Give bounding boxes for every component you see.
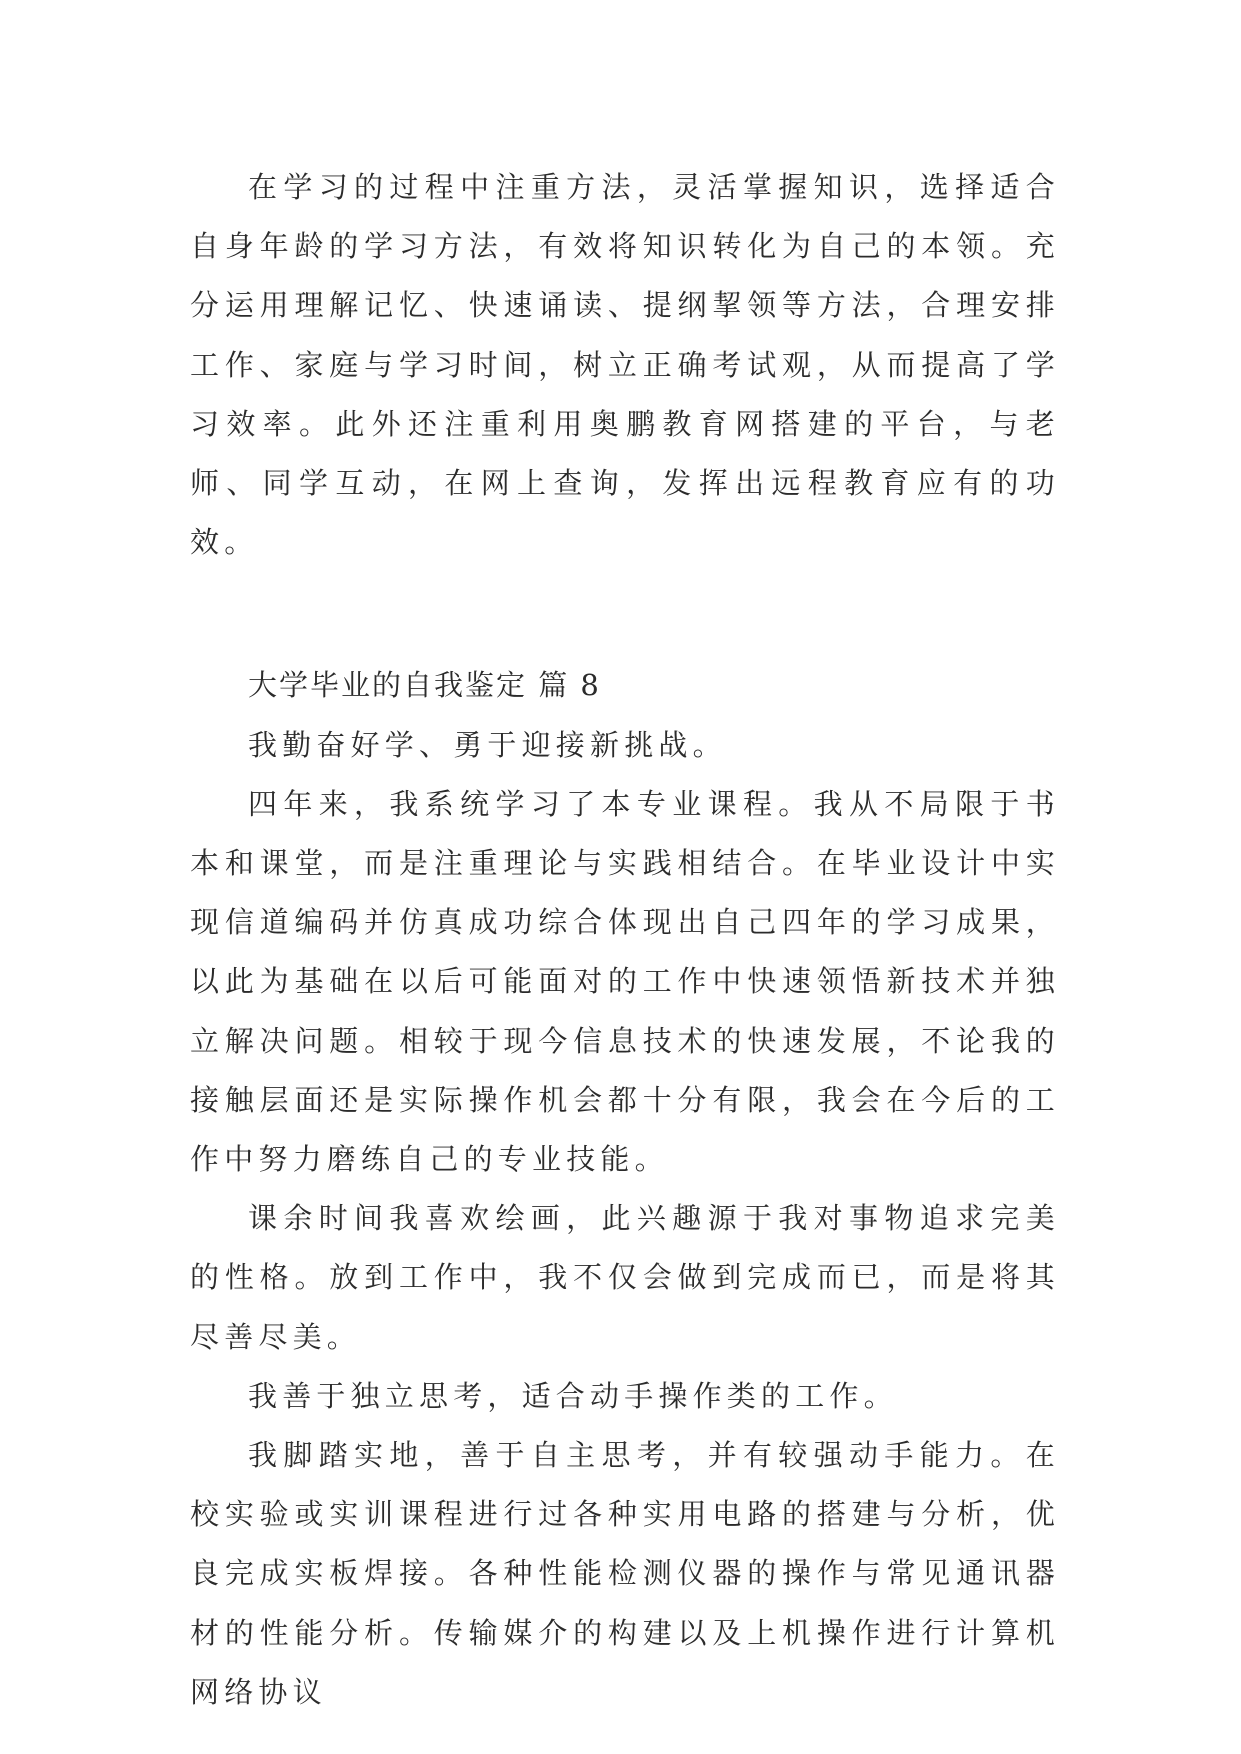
section-spacer	[190, 572, 1060, 656]
paragraph-practical-skills: 我脚踏实地，善于自主思考，并有较强动手能力。在校实验或实训课程进行过各种实用电路的搭建与分析，优良完成实板焊接。各种性能检测仪器的操作与常见通讯器材的性能分析。传输媒介的构建以及上机操作进行计算机网络协议	[190, 1438, 1060, 1709]
paragraph-independent-thinking: 我善于独立思考，适合动手操作类的工作。	[248, 1378, 898, 1413]
section-heading: 大学毕业的自我鉴定 篇 8	[248, 668, 601, 703]
document-body	[190, 158, 1060, 1722]
paragraph-four-years: 四年来，我系统学习了本专业课程。我从不局限于书本和课堂，而是注重理论与实践相结合。在毕业设计中实现信道编码并仿真成功综合体现出自己四年的学习成果，以此为基础在以后可能面对的工作中快速领悟新技术并独立解决问题。相较于现今信息技术的快速发展，不论我的接触层面还是实际操作机会都十分有限，我会在今后的工作中努力磨练自己的专业技能。	[190, 786, 1060, 1177]
paragraph-study-methods: 在学习的过程中注重方法，灵活掌握知识，选择适合自身年龄的学习方法，有效将知识转化为自己的本领。充分运用理解记忆、快速诵读、提纲挈领等方法，合理安排工作、家庭与学习时间，树立正确考试观，从而提高了学习效率。此外还注重利用奥鹏教育网搭建的平台，与老师、同学互动，在网上查询，发挥出远程教育应有的功效。	[190, 170, 1060, 560]
paragraph-diligent: 我勤奋好学、勇于迎接新挑战。	[248, 727, 727, 762]
paragraph-hobby: 课余时间我喜欢绘画，此兴趣源于我对事物追求完美的性格。放到工作中，我不仅会做到完成而已，而是将其尽善尽美。	[190, 1201, 1060, 1354]
